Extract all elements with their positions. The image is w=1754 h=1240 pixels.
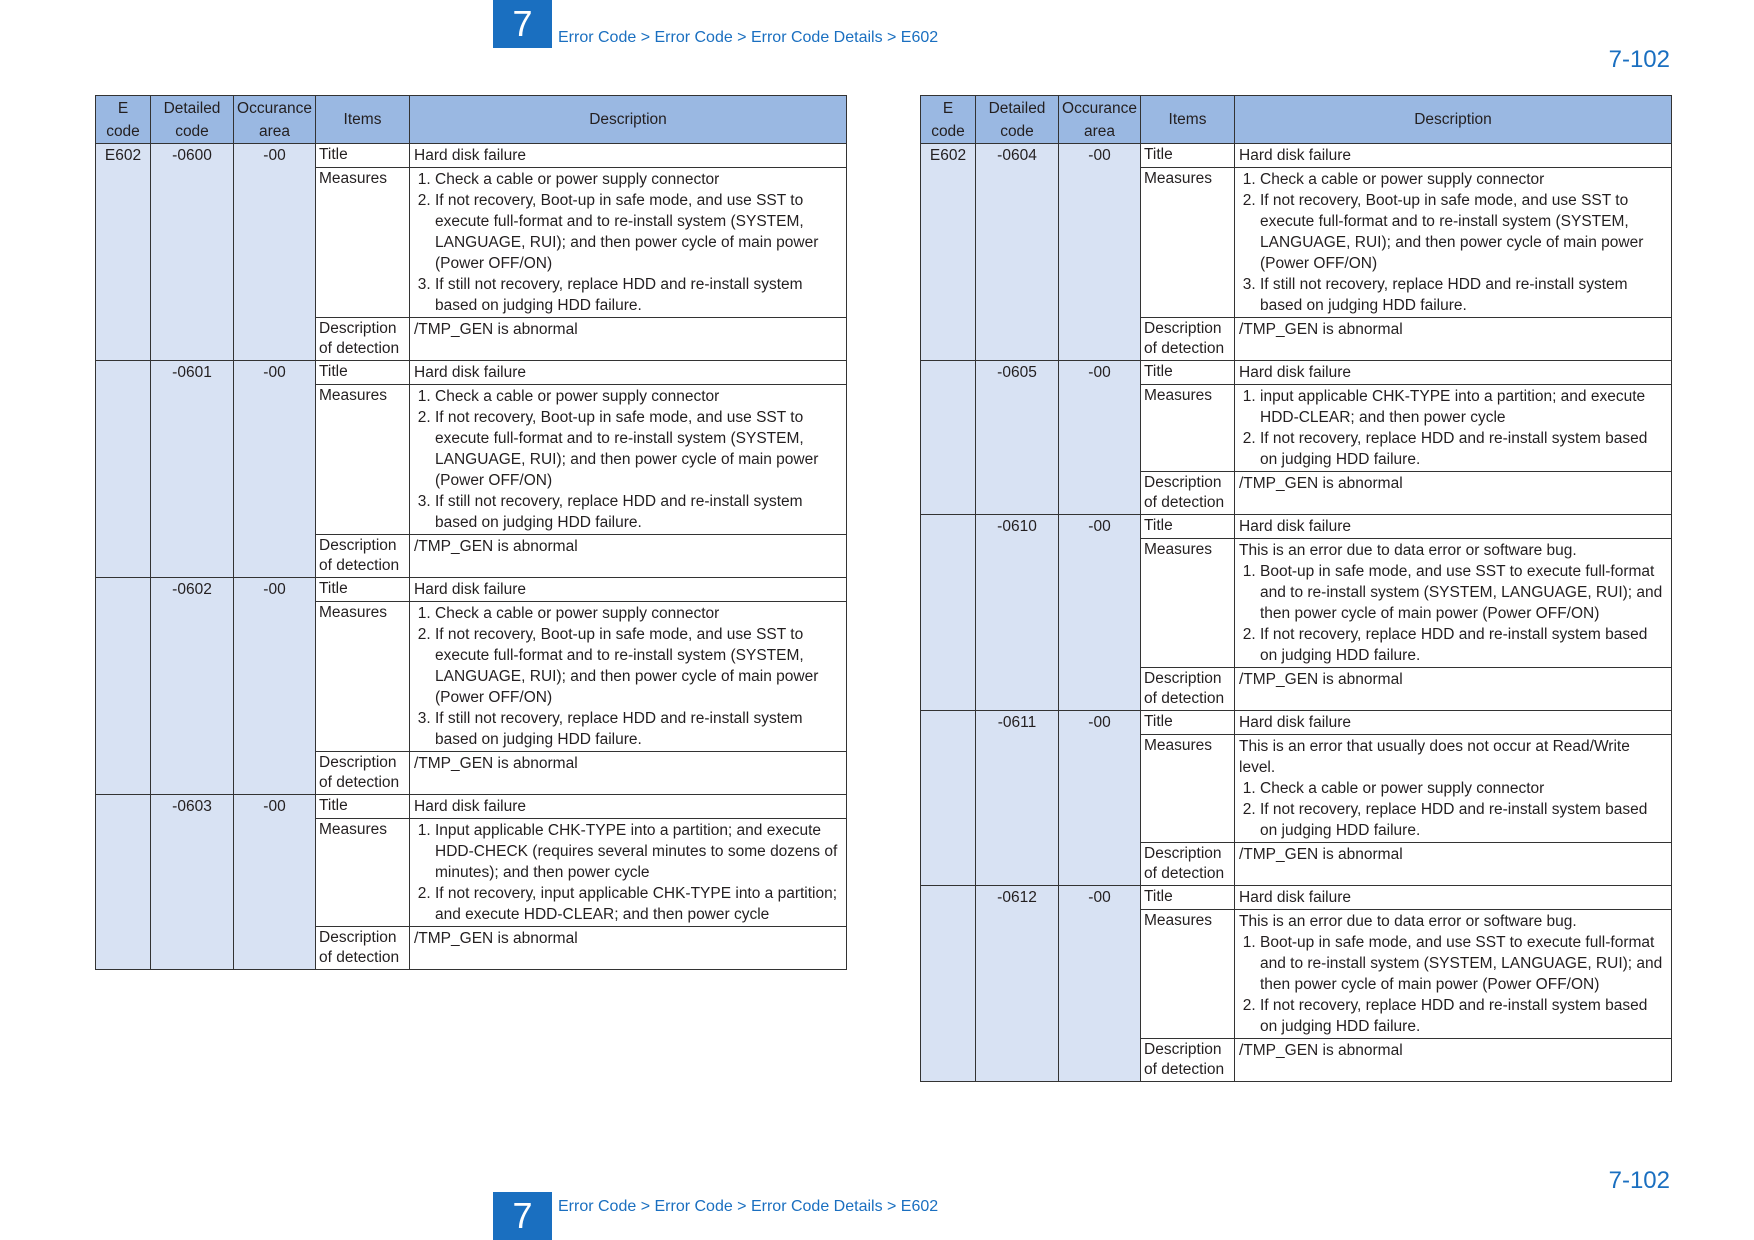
occurance-area-cell: -00 bbox=[1059, 711, 1141, 886]
measures-cell bbox=[1235, 168, 1672, 318]
detection-label-line2: of detection bbox=[1144, 494, 1225, 511]
detection-label-line2: of detection bbox=[319, 557, 400, 574]
measures-cell bbox=[410, 602, 847, 752]
detection-label-line1: Description bbox=[1144, 1041, 1222, 1058]
detection-text: /TMP_GEN is abnormal bbox=[410, 752, 847, 795]
measures-list bbox=[414, 386, 842, 533]
detection-text: /TMP_GEN is abnormal bbox=[410, 535, 847, 578]
measures-cell bbox=[410, 168, 847, 318]
title-text: Hard disk failure bbox=[1235, 515, 1672, 539]
measures-cell bbox=[1235, 735, 1672, 843]
occurance-area-cell: -00 bbox=[1059, 144, 1141, 361]
item-detection-label bbox=[316, 752, 410, 795]
title-text: Hard disk failure bbox=[410, 578, 847, 602]
measure-step: 1. Boot-up in safe mode, and use SST to execute full-format and to re-install system (SYSTEM, LANGUAGE, RUI); and then power cycle of main power (Power OFF/ON) bbox=[1260, 561, 1667, 624]
detection-text: /TMP_GEN is abnormal bbox=[1235, 318, 1672, 361]
measure-step: 1. Check a cable or power supply connector bbox=[1260, 169, 1667, 190]
detailed-code-cell: -0604 bbox=[976, 144, 1059, 361]
header-e-code-2: code bbox=[921, 121, 976, 144]
occurance-area-cell: -00 bbox=[234, 795, 316, 970]
measures-lead: This is an error due to data error or software bug. bbox=[1239, 542, 1577, 559]
detection-text: /TMP_GEN is abnormal bbox=[410, 318, 847, 361]
measures-list bbox=[1239, 561, 1667, 666]
measure-step: 3. If still not recovery, replace HDD and re-install system based on judging HDD failure. bbox=[435, 708, 842, 750]
measure-step: 1. Check a cable or power supply connector bbox=[435, 169, 842, 190]
occurance-area-cell: -00 bbox=[234, 578, 316, 795]
item-detection-label bbox=[1141, 1039, 1235, 1082]
occurance-area-cell: -00 bbox=[234, 144, 316, 361]
item-detection-label bbox=[1141, 318, 1235, 361]
detection-label-line1: Description bbox=[319, 754, 397, 771]
e-code-cell bbox=[96, 361, 151, 578]
title-text: Hard disk failure bbox=[410, 795, 847, 819]
measure-step: 1. Check a cable or power supply connector bbox=[435, 603, 842, 624]
measure-step: 2. If not recovery, replace HDD and re-install system based on judging HDD failure. bbox=[1260, 624, 1667, 666]
item-title-label: Title bbox=[1141, 886, 1235, 910]
table-row bbox=[921, 515, 1672, 539]
e-code-cell: E602 bbox=[96, 144, 151, 361]
header-occurance-1: Occurance bbox=[1059, 96, 1141, 122]
title-text: Hard disk failure bbox=[410, 361, 847, 385]
item-measures-label: Measures bbox=[316, 385, 410, 535]
footer-chapter-number: 7 bbox=[512, 1195, 533, 1236]
title-text: Hard disk failure bbox=[1235, 144, 1672, 168]
measures-cell bbox=[1235, 539, 1672, 668]
detection-text: /TMP_GEN is abnormal bbox=[1235, 668, 1672, 711]
measures-list bbox=[414, 820, 842, 925]
chapter-number: 7 bbox=[512, 3, 533, 44]
measure-step: 1. Check a cable or power supply connector bbox=[435, 386, 842, 407]
item-title-label: Title bbox=[1141, 711, 1235, 735]
error-table-left bbox=[95, 95, 847, 970]
detection-label-line1: Description bbox=[1144, 474, 1222, 491]
title-text: Hard disk failure bbox=[1235, 711, 1672, 735]
item-detection-label bbox=[316, 535, 410, 578]
footer-chapter-number-box bbox=[493, 1192, 552, 1240]
e-code-cell: E602 bbox=[921, 144, 976, 361]
detection-label-line2: of detection bbox=[319, 949, 400, 966]
measure-step: 2. If not recovery, replace HDD and re-install system based on judging HDD failure. bbox=[1260, 799, 1667, 841]
detailed-code-cell: -0612 bbox=[976, 886, 1059, 1082]
header-detailed-1: Detailed bbox=[976, 96, 1059, 122]
table-row bbox=[96, 795, 847, 819]
detection-text: /TMP_GEN is abnormal bbox=[410, 927, 847, 970]
e-code-cell bbox=[921, 361, 976, 515]
item-title-label: Title bbox=[1141, 144, 1235, 168]
item-measures-label: Measures bbox=[1141, 539, 1235, 668]
measure-step: 2. If not recovery, Boot-up in safe mode, and use SST to execute full-format and to re-install system (SYSTEM, LANGUAGE, RUI); and then power cycle of main power (Power OFF/ON) bbox=[435, 624, 842, 708]
detection-label-line2: of detection bbox=[319, 340, 400, 357]
measures-list bbox=[1239, 386, 1667, 470]
detection-label-line1: Description bbox=[1144, 670, 1222, 687]
detection-label-line2: of detection bbox=[1144, 1061, 1225, 1078]
detection-label-line2: of detection bbox=[319, 774, 400, 791]
item-measures-label: Measures bbox=[316, 602, 410, 752]
item-title-label: Title bbox=[1141, 361, 1235, 385]
header-description: Description bbox=[410, 96, 847, 144]
header-e-code-1: E bbox=[96, 96, 151, 122]
detection-label-line1: Description bbox=[319, 320, 397, 337]
header-occurance-1: Occurance bbox=[234, 96, 316, 122]
page-number: 7-102 bbox=[1608, 46, 1670, 73]
measure-step: 3. If still not recovery, replace HDD and re-install system based on judging HDD failure. bbox=[435, 491, 842, 533]
detailed-code-cell: -0610 bbox=[976, 515, 1059, 711]
measures-cell bbox=[1235, 385, 1672, 472]
header-items: Items bbox=[1141, 96, 1235, 144]
detailed-code-cell: -0600 bbox=[151, 144, 234, 361]
detection-label-line1: Description bbox=[319, 537, 397, 554]
detection-label-line2: of detection bbox=[1144, 865, 1225, 882]
table-row bbox=[96, 361, 847, 385]
header-detailed-1: Detailed bbox=[151, 96, 234, 122]
header-e-code-2: code bbox=[96, 121, 151, 144]
item-detection-label bbox=[1141, 843, 1235, 886]
item-measures-label: Measures bbox=[1141, 735, 1235, 843]
measures-list bbox=[1239, 169, 1667, 316]
table-row bbox=[96, 578, 847, 602]
occurance-area-cell: -00 bbox=[234, 361, 316, 578]
header-occurance-2: area bbox=[234, 121, 316, 144]
table-row bbox=[921, 886, 1672, 910]
measure-step: 2. If not recovery, replace HDD and re-install system based on judging HDD failure. bbox=[1260, 995, 1667, 1037]
measure-step: 2. If not recovery, Boot-up in safe mode, and use SST to execute full-format and to re-install system (SYSTEM, LANGUAGE, RUI); and then power cycle of main power (Power OFF/ON) bbox=[435, 407, 842, 491]
detailed-code-cell: -0601 bbox=[151, 361, 234, 578]
error-table-right bbox=[920, 95, 1672, 1082]
chapter-number-box bbox=[493, 0, 552, 48]
measure-step: 2. If not recovery, replace HDD and re-install system based on judging HDD failure. bbox=[1260, 428, 1667, 470]
measures-list bbox=[1239, 778, 1667, 841]
item-measures-label: Measures bbox=[316, 819, 410, 927]
item-measures-label: Measures bbox=[1141, 385, 1235, 472]
occurance-area-cell: -00 bbox=[1059, 515, 1141, 711]
breadcrumb[interactable]: Error Code > Error Code > Error Code Details > E602 bbox=[558, 29, 939, 46]
e-code-cell bbox=[921, 515, 976, 711]
item-title-label: Title bbox=[316, 795, 410, 819]
detection-label-line1: Description bbox=[1144, 320, 1222, 337]
table-row bbox=[921, 361, 1672, 385]
title-text: Hard disk failure bbox=[410, 144, 847, 168]
item-detection-label bbox=[1141, 668, 1235, 711]
detection-text: /TMP_GEN is abnormal bbox=[1235, 843, 1672, 886]
detection-label-line2: of detection bbox=[1144, 340, 1225, 357]
measure-step: 1. Input applicable CHK-TYPE into a partition; and execute HDD-CHECK (requires several minutes to some dozens of minutes); and then power cycle bbox=[435, 820, 842, 883]
measures-list bbox=[1239, 932, 1667, 1037]
table-row bbox=[96, 144, 847, 168]
item-measures-label: Measures bbox=[316, 168, 410, 318]
e-code-cell bbox=[921, 711, 976, 886]
measure-step: 3. If still not recovery, replace HDD and re-install system based on judging HDD failure. bbox=[1260, 274, 1667, 316]
title-text: Hard disk failure bbox=[1235, 886, 1672, 910]
item-detection-label bbox=[1141, 472, 1235, 515]
measure-step: 3. If still not recovery, replace HDD and re-install system based on judging HDD failure. bbox=[435, 274, 842, 316]
item-title-label: Title bbox=[316, 578, 410, 602]
header-items: Items bbox=[316, 96, 410, 144]
header-detailed-2: code bbox=[976, 121, 1059, 144]
occurance-area-cell: -00 bbox=[1059, 886, 1141, 1082]
header-e-code-1: E bbox=[921, 96, 976, 122]
measure-step: 2. If not recovery, Boot-up in safe mode, and use SST to execute full-format and to re-install system (SYSTEM, LANGUAGE, RUI); and then power cycle of main power (Power OFF/ON) bbox=[435, 190, 842, 274]
measure-step: 1. Check a cable or power supply connector bbox=[1260, 778, 1667, 799]
detailed-code-cell: -0605 bbox=[976, 361, 1059, 515]
item-detection-label bbox=[316, 927, 410, 970]
measure-step: 2. If not recovery, input applicable CHK-TYPE into a partition; and execute HDD-CLEAR; and then power cycle bbox=[435, 883, 842, 925]
item-title-label: Title bbox=[316, 144, 410, 168]
item-measures-label: Measures bbox=[1141, 910, 1235, 1039]
detailed-code-cell: -0611 bbox=[976, 711, 1059, 886]
measures-lead: This is an error due to data error or software bug. bbox=[1239, 913, 1577, 930]
item-detection-label bbox=[316, 318, 410, 361]
measures-list bbox=[414, 169, 842, 316]
header-detailed-2: code bbox=[151, 121, 234, 144]
measures-cell bbox=[410, 819, 847, 927]
measures-lead: This is an error that usually does not occur at Read/Write level. bbox=[1239, 738, 1630, 776]
e-code-cell bbox=[921, 886, 976, 1082]
e-code-cell bbox=[96, 578, 151, 795]
footer-breadcrumb[interactable]: Error Code > Error Code > Error Code Details > E602 bbox=[558, 1198, 939, 1215]
detection-label-line1: Description bbox=[1144, 845, 1222, 862]
measure-step: 1. Boot-up in safe mode, and use SST to execute full-format and to re-install system (SYSTEM, LANGUAGE, RUI); and then power cycle of main power (Power OFF/ON) bbox=[1260, 932, 1667, 995]
measures-cell bbox=[410, 385, 847, 535]
occurance-area-cell: -00 bbox=[1059, 361, 1141, 515]
detection-text: /TMP_GEN is abnormal bbox=[1235, 472, 1672, 515]
header-description: Description bbox=[1235, 96, 1672, 144]
item-measures-label: Measures bbox=[1141, 168, 1235, 318]
detection-label-line1: Description bbox=[319, 929, 397, 946]
table-row bbox=[921, 711, 1672, 735]
header-occurance-2: area bbox=[1059, 121, 1141, 144]
item-title-label: Title bbox=[1141, 515, 1235, 539]
item-title-label: Title bbox=[316, 361, 410, 385]
title-text: Hard disk failure bbox=[1235, 361, 1672, 385]
detection-text: /TMP_GEN is abnormal bbox=[1235, 1039, 1672, 1082]
measures-list bbox=[414, 603, 842, 750]
detailed-code-cell: -0603 bbox=[151, 795, 234, 970]
measures-cell bbox=[1235, 910, 1672, 1039]
measure-step: 1. input applicable CHK-TYPE into a partition; and execute HDD-CLEAR; and then power cycle bbox=[1260, 386, 1667, 428]
e-code-cell bbox=[96, 795, 151, 970]
table-row bbox=[921, 144, 1672, 168]
footer-page-number: 7-102 bbox=[1608, 1167, 1670, 1194]
detailed-code-cell: -0602 bbox=[151, 578, 234, 795]
detection-label-line2: of detection bbox=[1144, 690, 1225, 707]
measure-step: 2. If not recovery, Boot-up in safe mode, and use SST to execute full-format and to re-install system (SYSTEM, LANGUAGE, RUI); and then power cycle of main power (Power OFF/ON) bbox=[1260, 190, 1667, 274]
